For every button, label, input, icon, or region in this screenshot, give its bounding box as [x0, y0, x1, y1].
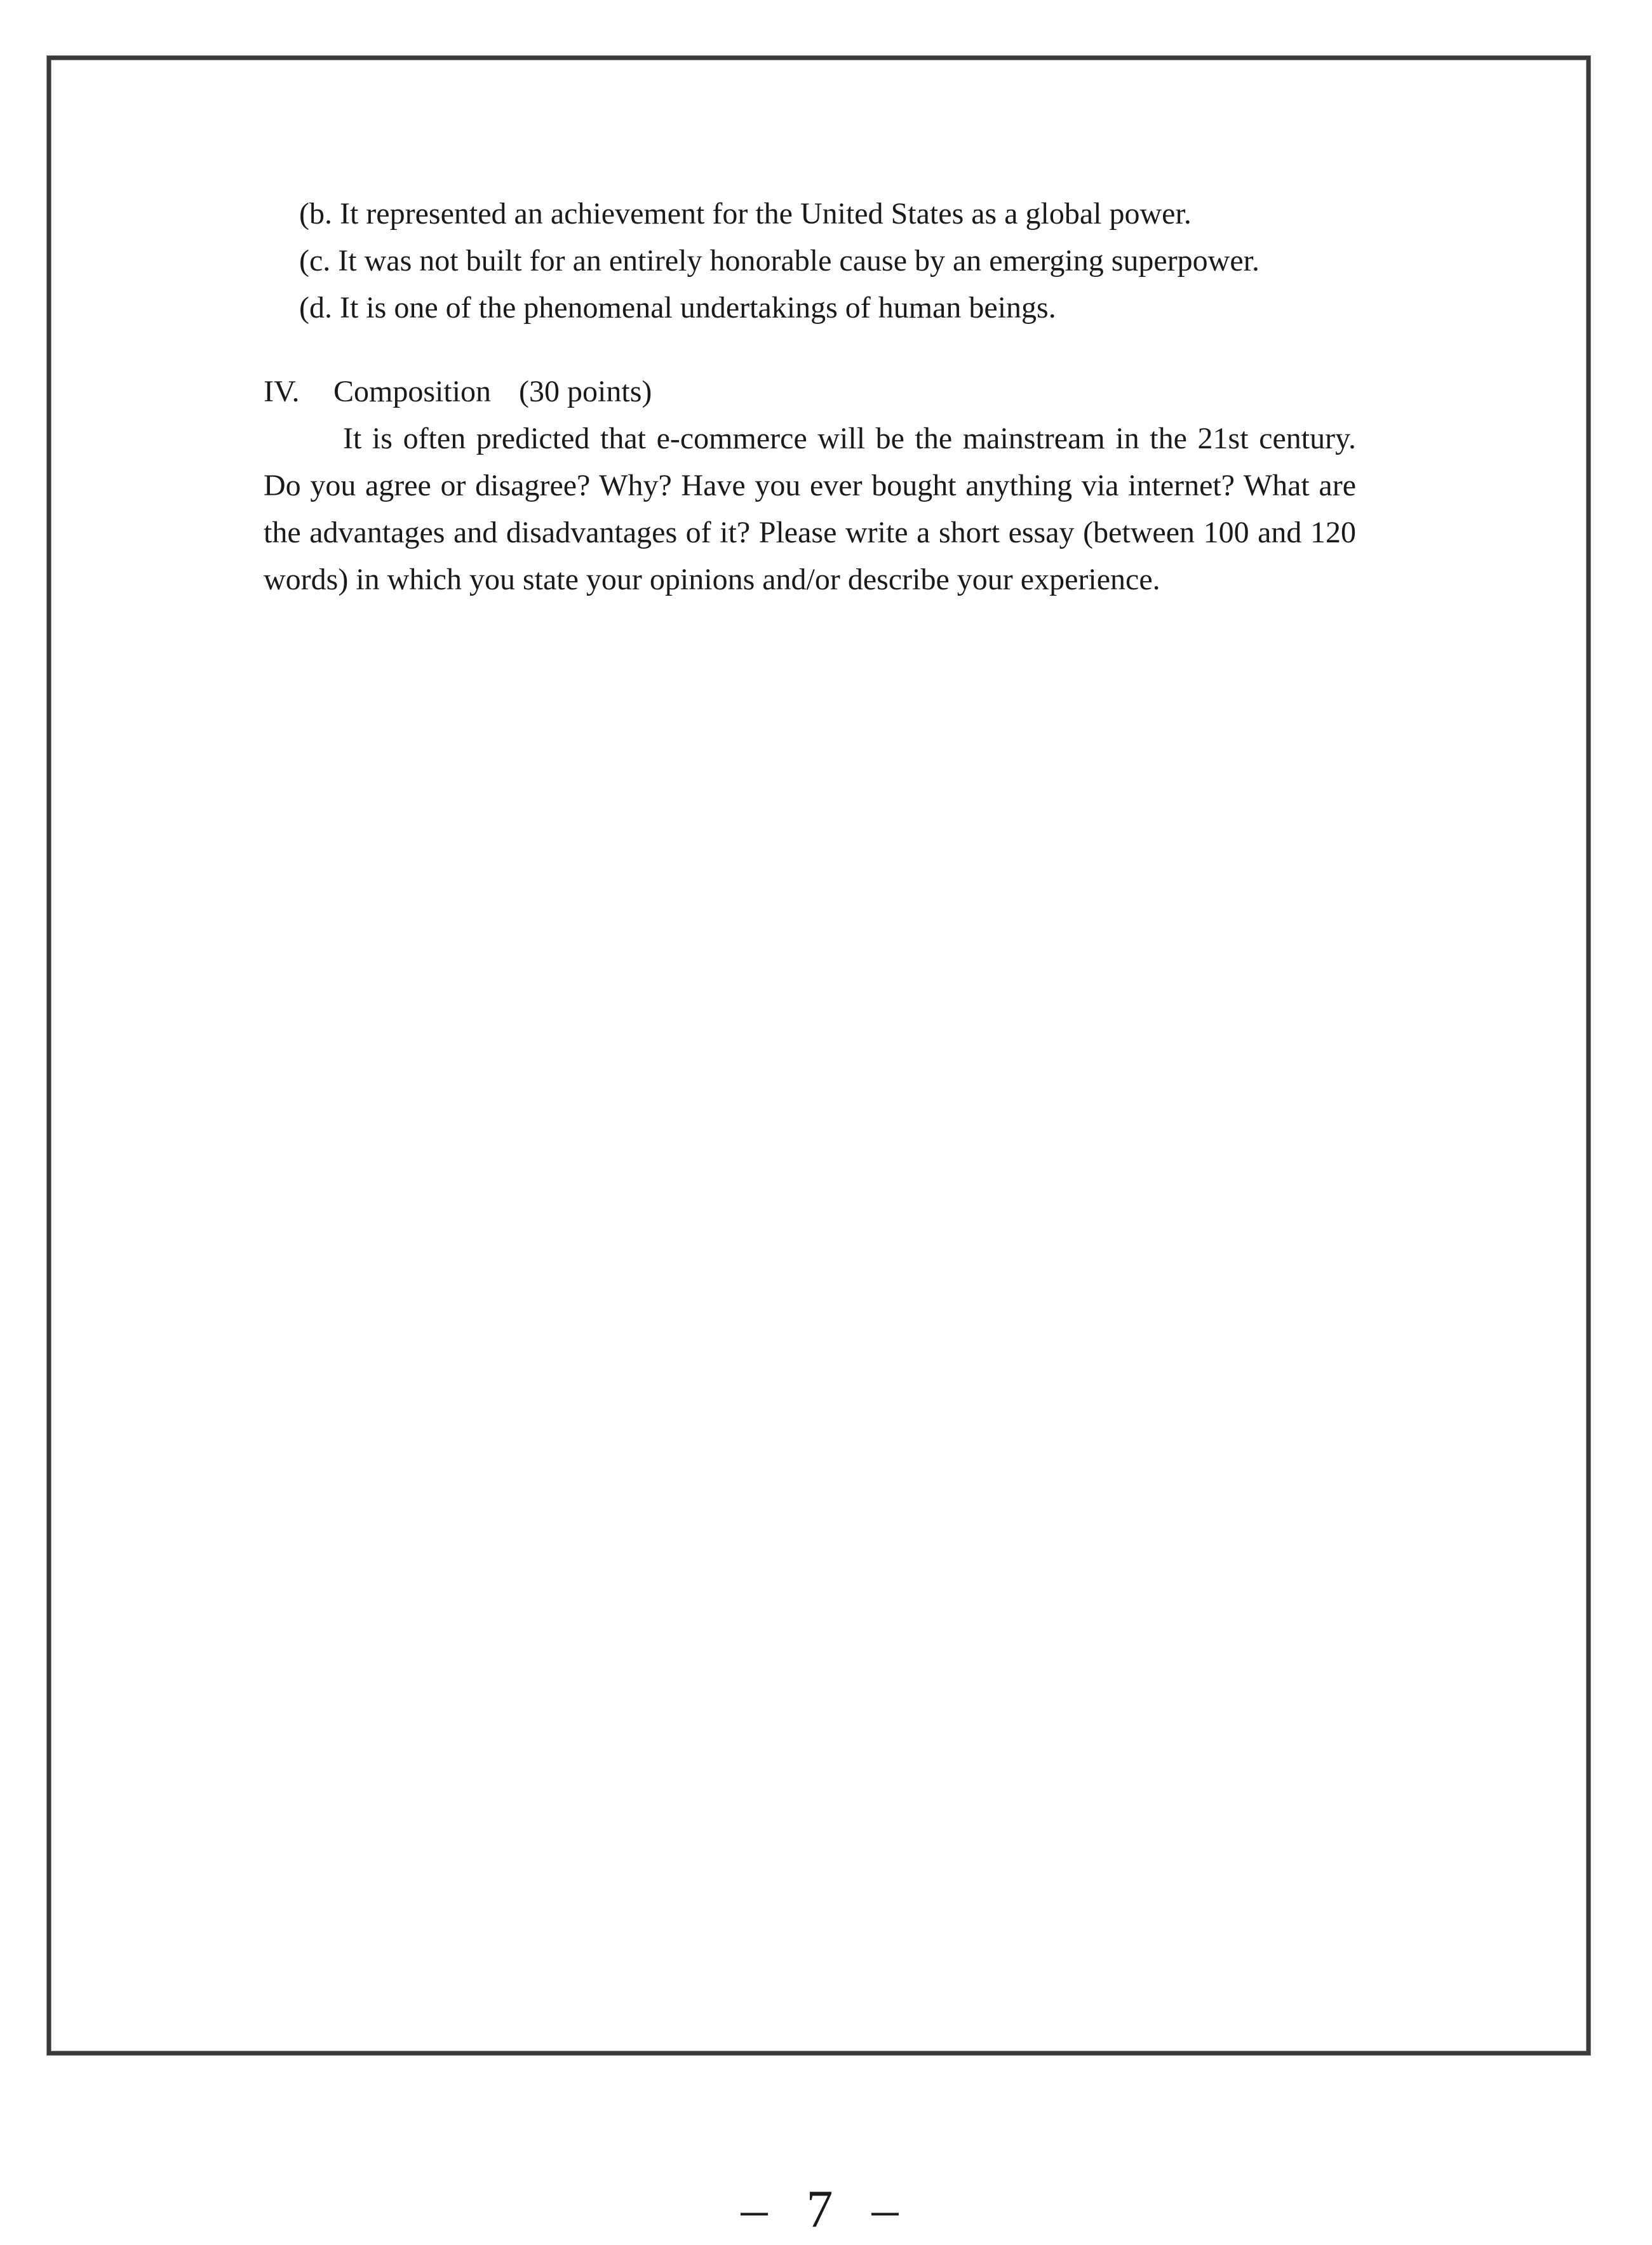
option-c: (c. It was not built for an entirely honorable cause by an emerging superpower. — [299, 244, 1259, 278]
section-points: (30 points) — [519, 375, 652, 408]
section-heading — [264, 368, 1381, 415]
option-b: (b. It represented an achievement for the United States as a global power. — [299, 197, 1192, 231]
composition-prompt: It is often predicted that e-commerce will be the mainstream in the 21st century. Do you agree or disagree? Why? Have you ever bought anything via internet? What are the advantages and disadvantages of it? Please write a short essay (between 100 and 120 words) in which you state your opinions and/or describe your experience. — [264, 422, 1356, 596]
section-number: IV. — [264, 375, 300, 408]
section-title: Composition — [333, 375, 492, 408]
exam-content — [264, 191, 1381, 603]
page-number: – 7 – — [741, 2180, 911, 2239]
option-d: (d. It is one of the phenomenal undertakings of human beings. — [299, 291, 1056, 325]
